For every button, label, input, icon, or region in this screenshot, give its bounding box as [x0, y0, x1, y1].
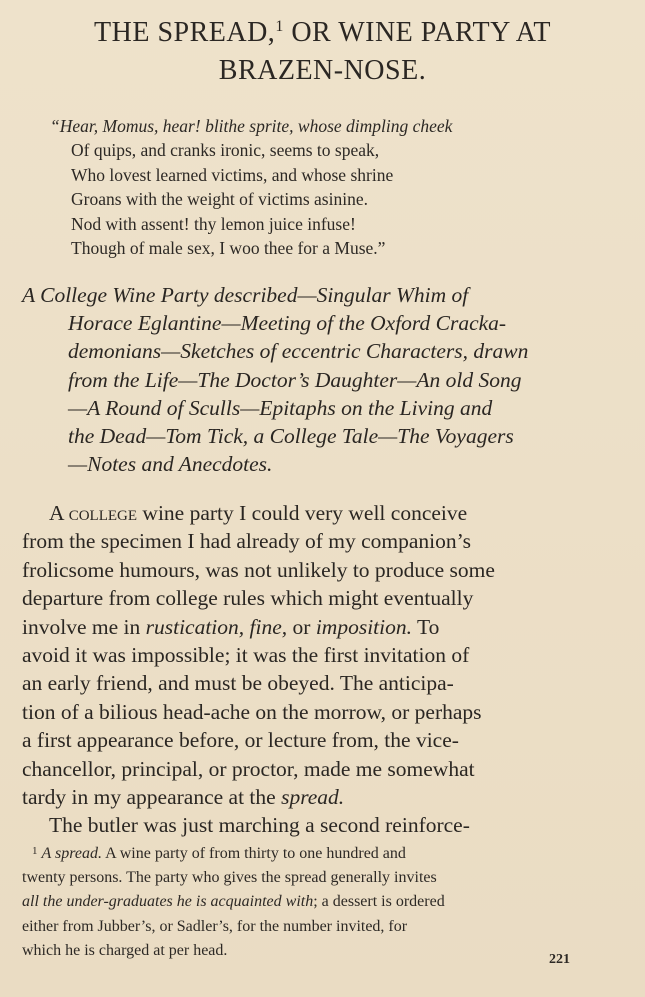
summary-line: from the Life—The Doctor’s Daughter—An old Song [68, 367, 522, 392]
body-line: chancellor, principal, or proctor, made me somewhat [22, 756, 475, 781]
poem-line: Though of male sex, I woo thee for a Muse.” [71, 238, 386, 259]
footnote-marker[interactable]: 1 [275, 18, 284, 35]
summary-line: Horace Eglantine—Meeting of the Oxford Cracka- [68, 311, 507, 336]
body-line [22, 499, 622, 527]
footnote-line: either from Jubber’s, or Sadler’s, for the number invited, for [22, 917, 408, 935]
body-line: a first appearance before, or lecture from, the vice- [22, 728, 459, 753]
text-run: To [412, 614, 440, 639]
footnote [22, 839, 622, 963]
small-caps-run: college [68, 501, 138, 525]
text-run: ; a dessert is ordered [313, 893, 445, 911]
body-line: from the specimen I had already of my companion’s [22, 529, 471, 554]
body-line: departure from college rules which might eventually [22, 586, 474, 611]
summary-line: —Notes and Anecdotes. [68, 452, 273, 477]
italic-run: fine, [249, 614, 288, 639]
footnote-line: twenty persons. The party who gives the spread generally invites [22, 869, 437, 887]
body-line: tion of a bilious head-ache on the morrow, or perhaps [22, 699, 482, 724]
text-run: or [287, 614, 316, 639]
italic-run: imposition. [315, 614, 412, 639]
title-text-continued: OR WINE PARTY AT [283, 17, 551, 48]
summary-line: demonians—Sketches of eccentric Characters, drawn [68, 339, 529, 364]
text-run: tardy in my appearance at the [22, 785, 282, 810]
poem-line: Who lovest learned victims, and whose shrine [71, 164, 394, 185]
poem-line: Of quips, and cranks ironic, seems to speak, [71, 140, 380, 161]
body-line [22, 613, 622, 641]
poem-line: Groans with the weight of victims asinine. [71, 189, 368, 210]
italic-run: all the under-graduates he is acquainted with [22, 893, 314, 911]
poem-line: Nod with assent! thy lemon juice infuse! [71, 213, 356, 234]
page-number: 221 [549, 952, 570, 967]
body-line [22, 783, 622, 811]
body-line: frolicsome humours, was not unlikely to produce some [22, 557, 495, 582]
body-line: The butler was just marching a second reinforce- [49, 813, 470, 838]
footnote-line [22, 839, 622, 866]
summary-line: —A Round of Sculls—Epitaphs on the Living and [68, 395, 493, 420]
title-text: THE SPREAD, [94, 17, 276, 48]
text-run: A [49, 501, 69, 525]
footnote-line: which he is charged at per head. [22, 941, 228, 959]
chapter-title-line-1 [20, 17, 625, 49]
text-run: wine party I could very well conceive [137, 501, 468, 525]
footnote-number: 1 [32, 845, 38, 857]
text-run: involve me in [22, 614, 146, 639]
poem-line: “Hear, Momus, hear! blithe sprite, whose dimpling cheek [50, 116, 453, 136]
chapter-title-line-2: BRAZEN-NOSE. [218, 55, 427, 86]
chapter-summary [22, 281, 622, 478]
body-text [22, 499, 622, 840]
italic-run: rustication, [145, 614, 245, 639]
text-run: A wine party of from thirty to one hundred and [101, 845, 406, 862]
summary-line: the Dead—Tom Tick, a College Tale—The Voyagers [68, 424, 514, 449]
italic-run: A spread. [41, 845, 102, 862]
italic-run: spread. [281, 785, 345, 810]
epigraph-poem [50, 114, 610, 260]
footnote-line [22, 890, 622, 914]
body-line: avoid it was impossible; it was the first invitation of [22, 643, 470, 668]
body-line: an early friend, and must be obeyed. The anticipa- [22, 671, 454, 696]
summary-line: A College Wine Party described—Singular Whim of [22, 283, 469, 307]
